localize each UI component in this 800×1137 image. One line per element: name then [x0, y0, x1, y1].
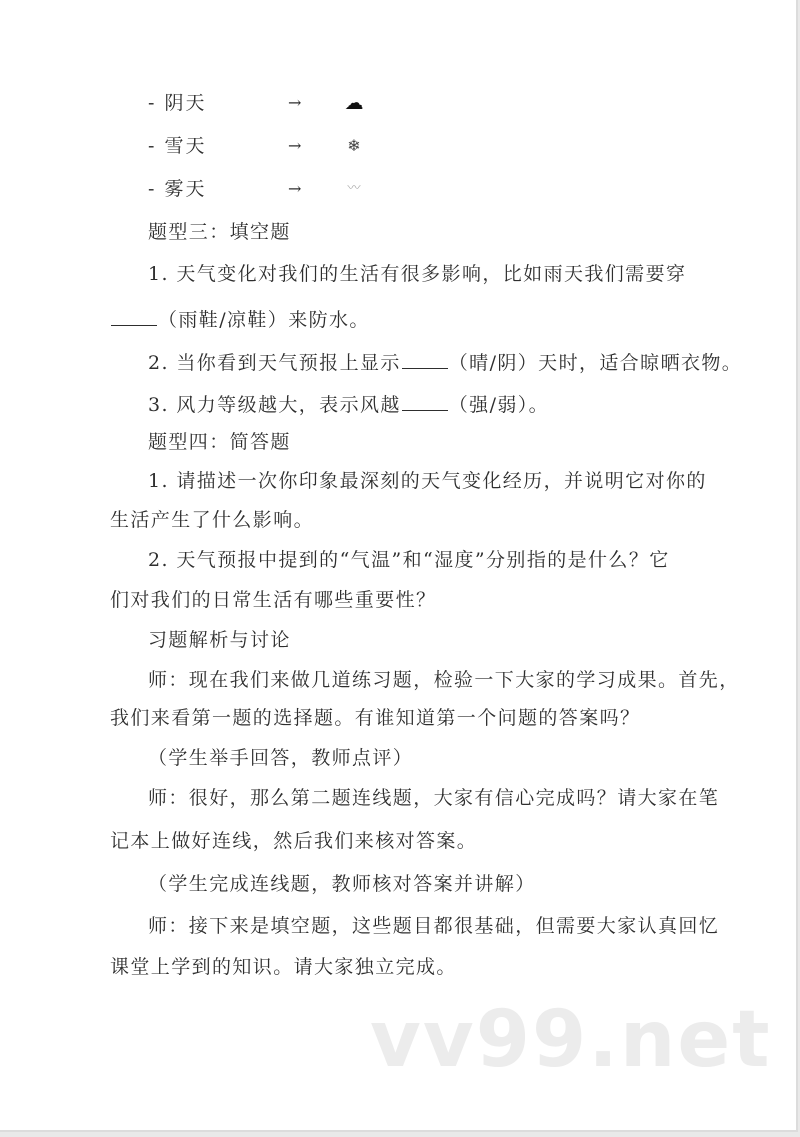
watermark: vv99.net: [370, 995, 772, 1085]
section-heading-fill-blank: 题型三：填空题: [148, 221, 291, 243]
section-heading-short-answer: 题型四：简答题: [148, 431, 291, 453]
discussion-p1-line1: 师：现在我们来做几道练习题，检验一下大家的学习成果。首先，: [148, 669, 740, 691]
discussion-p1-line2: 我们来看第一题的选择题。有谁知道第一个问题的答案吗？: [110, 707, 641, 729]
fill-q3-text: 3. 风力等级越大，表示风越: [148, 394, 401, 416]
discussion-p5-line1: 师：接下来是填空题，这些题目都很基础，但需要大家认真回忆: [148, 915, 720, 937]
match-label: - 雪天: [148, 135, 207, 157]
fill-q2-text: 2. 当你看到天气预报上显示: [148, 352, 401, 374]
fill-q2: [148, 350, 743, 375]
answer-blank: [111, 307, 157, 326]
fill-q3: [148, 392, 718, 417]
cloud-icon: ☁: [344, 92, 364, 114]
answer-blank: [402, 392, 448, 411]
fog-icon: 〰: [347, 181, 361, 196]
arrow-right-icon: →: [288, 179, 302, 198]
match-label: - 阴天: [148, 92, 207, 114]
answer-blank: [402, 350, 448, 369]
match-label: - 雾天: [148, 178, 207, 200]
fill-q1-options: （雨鞋/凉鞋）来防水。: [158, 309, 370, 331]
discussion-stage-note-2: （学生完成连线题，教师核对答案并讲解）: [148, 873, 536, 895]
fill-q1-line2: [110, 307, 680, 332]
discussion-stage-note-1: （学生举手回答，教师点评）: [148, 747, 414, 769]
discussion-p5-line2: 课堂上学到的知识。请大家独立完成。: [110, 956, 457, 978]
short-q1-line2: 生活产生了什么影响。: [110, 509, 315, 531]
short-q2-line2: 们对我们的日常生活有哪些重要性？: [110, 589, 437, 611]
short-q2-line1: 2. 天气预报中提到的“气温”和“湿度”分别指的是什么？它: [148, 549, 670, 571]
arrow-right-icon: →: [288, 93, 302, 112]
snowflake-icon: ❄: [347, 136, 361, 155]
section-heading-discussion: 习题解析与讨论: [148, 629, 291, 651]
fill-q1-line1: 1. 天气变化对我们的生活有很多影响，比如雨天我们需要穿: [148, 263, 687, 285]
discussion-p3-line2: 记本上做好连线，然后我们来核对答案。: [110, 830, 478, 852]
arrow-right-icon: →: [288, 136, 302, 155]
fill-q3-options: （强/弱）。: [448, 394, 550, 416]
discussion-p3-line1: 师：很好，那么第二题连线题，大家有信心完成吗？请大家在笔: [148, 787, 720, 809]
fill-q2-options: （晴/阴）天时，适合晾晒衣物。: [448, 352, 743, 374]
short-q1-line1: 1. 请描述一次你印象最深刻的天气变化经历，并说明它对你的: [148, 470, 707, 492]
